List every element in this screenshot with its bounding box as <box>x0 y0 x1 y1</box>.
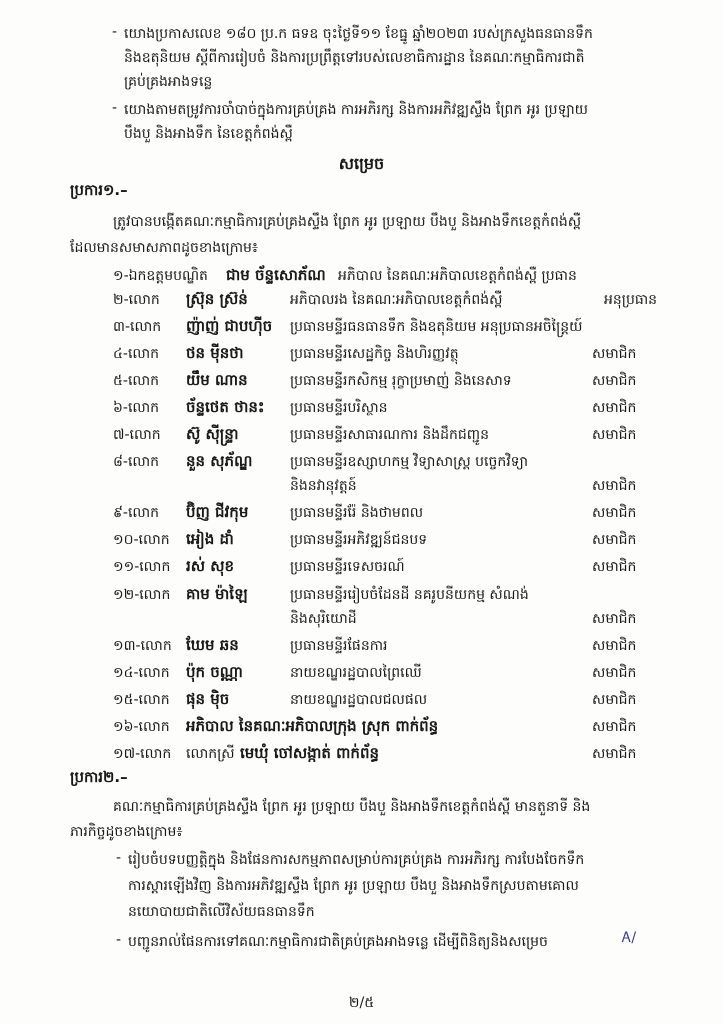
member-number: ១១-លោក <box>113 559 171 575</box>
page-number: ២/៥ <box>348 995 375 1011</box>
chair-rest: អភិបាល នៃគណៈអភិបាលខេត្តកំពង់ស្ពឺ ប្រធាន <box>338 268 577 284</box>
member-number: ៣-លោក <box>113 319 162 335</box>
member-role: សមាជិក <box>592 719 637 735</box>
member-name: ញ៉ាញ់ ជាបហ៊ីច <box>186 317 273 335</box>
member-name: ថន ម៉ីនថា <box>186 344 244 362</box>
article-2-heading: ប្រការ២.– <box>70 768 128 786</box>
preamble-line: យោងតាមតម្រូវការចាំបាច់ក្នុងការគ្រប់គ្រង ការអភិរក្ស និងការអភិវឌ្ឍស្ទឹង ព្រែក អូរ ប្រឡាយ <box>124 102 588 118</box>
member-name: ផុន ម៉ិច <box>186 690 230 708</box>
preamble-line: យោងប្រកាសលេខ ១៨០ ប្រ.ក ធទឧ ចុះថ្ងៃទី១១ ខែធ្នូ ឆ្នាំ២០២៣ របស់ក្រសួងធនធានទឹក <box>124 26 593 42</box>
article-1-heading: ប្រការ១.– <box>70 181 128 199</box>
member-role: សមាជិក <box>592 559 637 575</box>
member-name: មេឃុំ ចៅសង្កាត់ ពាក់ព័ន្ធ <box>240 744 379 762</box>
member-name: នួន សុភ័ណ្ឌ <box>186 452 253 470</box>
member-position: អភិបាលរង នៃគណៈអភិបាលខេត្តកំពង់ស្ពឺ <box>290 292 503 308</box>
member-name: ប៉ុក ចណ្ណា <box>186 663 243 681</box>
member-name: ឃែម ឆន <box>186 636 239 654</box>
member-position: ប្រធានមន្ទីរធនធានទឹក និងឧតុនិយម អនុប្រធានអចិន្ត្រៃយ៍ <box>290 319 583 335</box>
member-role: សមាជិក <box>592 611 637 627</box>
member-number: ១៣-លោក <box>113 638 172 654</box>
decision-title: សម្រេច <box>338 154 385 173</box>
member-number: ៤-លោក <box>113 346 160 362</box>
member-name: គាម ម៉ាឡៃ <box>186 585 248 603</box>
member-position: ប្រធានមន្ទីរផែនការ <box>290 638 388 654</box>
member-position: ប្រធានមន្ទីរសាធារណការ និងដឹកជញ្ជូន <box>290 427 490 443</box>
member-name: ស៊ូ ស៊ីន្ទ្រា <box>186 425 239 443</box>
initials-mark: Ꭺ/ <box>622 930 637 946</box>
member-name: រស់ សុខ <box>186 557 235 575</box>
member-position: ប្រធានមន្ទីររៀបចំដែនដី នគរូបនីយកម្ម សំណង់ <box>290 587 529 603</box>
chair-prefix: ១-ឯកឧត្តមបណ្ឌិត <box>113 268 208 284</box>
member-position: ប្រធានមន្ទីរបរិស្ថាន <box>290 400 388 416</box>
preamble-line: និងឧតុនិយម ស្ដីពីការរៀបចំ និងការប្រព្រឹត្តទៅរបស់លេខាធិការដ្ឋាន នៃគណៈកម្មាធិការជាតិ <box>124 50 585 66</box>
member-name: ច័ន្ទថេត ថានះ <box>186 398 265 416</box>
bullet-dash: - <box>116 932 122 948</box>
member-number: ៥-លោក <box>113 373 160 389</box>
member-number: ៧-លោក <box>113 427 161 443</box>
member-number: ១៧-លោក <box>113 746 172 762</box>
article-2-intro: ភារកិច្ចដូចខាងក្រោម៖ <box>70 824 183 840</box>
article-1-intro: ត្រូវបានបង្កើតគណៈកម្មាធិការគ្រប់គ្រងស្ទឹង ព្រែក អូរ ប្រឡាយ បឹងបួ និងអាងទឹកខេត្តកំពង់ស្ពឺ <box>113 214 582 230</box>
member-position: ប្រធានមន្ទីរសេដ្ឋកិច្ច និងហិរញ្ញវត្ថុ <box>290 346 459 362</box>
preamble-line: គ្រប់គ្រងអាងទន្លេ <box>124 74 213 90</box>
member-role: សមាជិក <box>592 400 637 416</box>
member-number: ១២-លោក <box>113 587 171 603</box>
member-title: លោកស្រី <box>186 746 235 762</box>
member-role: អនុប្រធាន <box>604 292 658 308</box>
member-name: ស្រ៊ុន ស្រ៊ន់ <box>186 290 248 308</box>
member-position: នាយខណ្ឌរដ្ឋបាលជលផល <box>290 692 428 708</box>
member-position: ប្រធានមន្ទីរអភិវឌ្ឍន៍ជនបទ <box>290 532 428 548</box>
member-role: សមាជិក <box>592 665 637 681</box>
bullet-dash: - <box>116 850 122 866</box>
member-position: និងសុរិយោដី <box>290 611 357 627</box>
preamble-line: បឹងបួ និងអាងទឹក នៃខេត្តកំពង់ស្ពឺ <box>124 126 293 142</box>
duty-line: នយោបាយជាតិលើវិស័យធនធានទឹក <box>128 904 315 920</box>
member-role: សមាជិក <box>592 638 637 654</box>
article-2-intro: គណៈកម្មាធិការគ្រប់គ្រងស្ទឹង ព្រែក អូរ ប្រឡាយ បឹងបួ និងអាងទឹកខេត្តកំពង់ស្ពឺ មានតួនាទី និង <box>113 799 591 815</box>
member-position: ប្រធានមន្ទីរកសិកម្ម រុក្ខាប្រមាញ់ និងនេសាទ <box>290 373 512 389</box>
bullet-dash: - <box>112 100 118 116</box>
member-position: ប្រធានមន្ទីរទេសចរណ៍ <box>290 559 405 575</box>
member-number: ៩-លោក <box>113 505 160 521</box>
member-number: ១៦-លោក <box>113 719 170 735</box>
member-number: ៨-លោក <box>113 454 160 470</box>
member-number: ១៤-លោក <box>113 665 170 681</box>
bullet-dash: - <box>112 24 118 40</box>
member-role: សមាជិក <box>592 505 637 521</box>
member-name: យឹម ណាន <box>186 371 248 389</box>
member-role: សមាជិក <box>592 427 637 443</box>
chair-name: ជាម ច័ន្ទសោភ័ណ <box>226 266 326 284</box>
member-number: ២-លោក <box>113 292 160 308</box>
article-1-intro: ដែលមានសមាសភាពដូចខាងក្រោម៖ <box>70 240 259 256</box>
member-name: អភិបាល នៃគណៈអភិបាលក្រុង ស្រុក ពាក់ព័ន្ធ <box>186 717 439 735</box>
member-number: ៦-លោក <box>113 400 160 416</box>
member-number: ១០-លោក <box>113 532 170 548</box>
duty-line: ការស្ដារឡើងវិញ និងការអភិវឌ្ឍស្ទឹង ព្រែក អូរ ប្រឡាយ បឹងបួ និងអាងទឹកស្របតាមគោល <box>128 878 579 894</box>
duty-line: បញ្ជូនរាល់ផែនការទៅគណៈកម្មាធិការជាតិគ្រប់គ្រងអាងទន្លេ ដើម្បីពិនិត្យនិងសម្រេច <box>128 934 548 950</box>
member-role: សមាជិក <box>592 746 637 762</box>
member-role: សមាជិក <box>592 692 637 708</box>
member-role: សមាជិក <box>592 373 637 389</box>
member-position: និងនវានុវត្តន៍ <box>290 478 357 494</box>
member-role: សមាជិក <box>592 346 637 362</box>
member-position: ប្រធានមន្ទីររ៉ែ និងថាមពល <box>290 505 424 521</box>
member-name: អៀង ដាំ <box>186 530 234 548</box>
member-position: ប្រធានមន្ទីរឧស្សាហកម្ម វិទ្យាសាស្ត្រ បច្ចេកវិទ្យា <box>290 454 528 470</box>
member-role: សមាជិក <box>592 532 637 548</box>
member-role: សមាជិក <box>592 478 637 494</box>
member-position: នាយខណ្ឌរដ្ឋបាលព្រៃឈើ <box>290 665 422 681</box>
duty-line: រៀបចំបទបញ្ញត្តិក្នុង និងផែនការសកម្មភាពសម្រាប់ការគ្រប់គ្រង ការអភិរក្ស ការបែងចែកទឹក <box>128 852 585 868</box>
member-name: ប៊ិញ ជីវកុម <box>186 503 249 521</box>
member-number: ១៥-លោក <box>113 692 170 708</box>
